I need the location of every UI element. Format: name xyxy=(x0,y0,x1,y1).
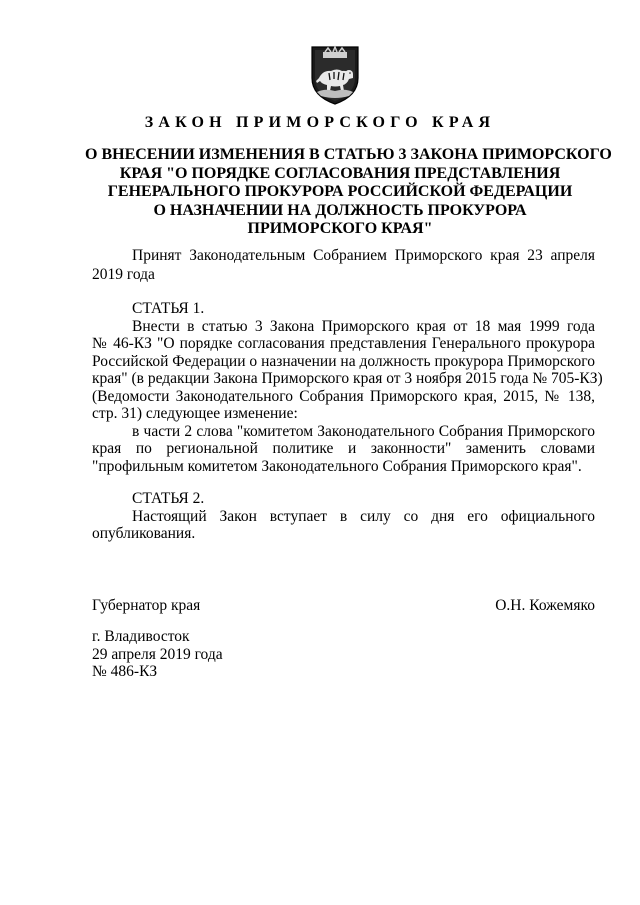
signature-block xyxy=(92,597,595,617)
signing-date: 29 апреля 2019 года xyxy=(92,645,223,663)
signatory-position: Губернатор края xyxy=(92,597,201,614)
law-subtitle xyxy=(85,146,612,239)
law-number: № 486-КЗ xyxy=(92,663,158,680)
signatory-name: О.Н. Кожемяко xyxy=(495,597,595,614)
adoption-line: 2019 года xyxy=(92,266,155,283)
adoption-note xyxy=(92,246,595,284)
law-title: ЗАКОН ПРИМОРСКОГО КРАЯ xyxy=(144,114,496,131)
subtitle-line: КРАЯ "О ПОРЯДКЕ СОГЛАСОВАНИЯ ПРЕДСТАВЛЕНИЯ xyxy=(119,164,561,182)
article-2 xyxy=(92,490,595,543)
subtitle-line: О НАЗНАЧЕНИИ НА ДОЛЖНОСТЬ ПРОКУРОРА xyxy=(153,201,527,219)
article-1-line: края по региональной политике и законности" заменить словами xyxy=(92,440,595,457)
primorsky-krai-coat-of-arms-icon xyxy=(309,44,361,106)
article-1-line: стр. 31) следующее изменение: xyxy=(92,405,298,422)
subtitle-line: ПРИМОРСКОГО КРАЯ" xyxy=(247,220,433,237)
article-1-line: № 46-КЗ "О порядке согласования представления Генерального прокурора xyxy=(92,335,595,352)
article-1-line: Российской Федерации о назначении на должность прокурора Приморского xyxy=(92,352,595,370)
subtitle-line: О ВНЕСЕНИИ ИЗМЕНЕНИЯ В СТАТЬЮ 3 ЗАКОНА ПРИМОРСКОГО xyxy=(85,146,612,163)
subtitle-line: ГЕНЕРАЛЬНОГО ПРОКУРОРА РОССИЙСКОЙ ФЕДЕРАЦИИ xyxy=(107,183,573,200)
article-2-line: опубликования. xyxy=(92,525,196,542)
article-1-line: (Ведомости Законодательного Собрания Приморского края, 2015, № 138, xyxy=(92,387,595,405)
article-1-line: в части 2 слова "комитетом Законодательного Собрания Приморского xyxy=(132,422,595,440)
signing-city: г. Владивосток xyxy=(92,628,190,645)
article-1 xyxy=(92,300,603,475)
article-1-line: "профильным комитетом Законодательного Собрания Приморского края". xyxy=(92,457,582,475)
adoption-line: Принят Законодательным Собранием Приморского края 23 апреля xyxy=(132,247,595,264)
document-footer xyxy=(92,628,223,681)
article-1-line: края" (в редакции Закона Приморского края от 3 ноября 2015 года № 705-КЗ) xyxy=(92,370,603,387)
article-2-line: Настоящий Закон вступает в силу со дня его официального xyxy=(132,507,595,525)
article-1-line: Внести в статью 3 Закона Приморского края от 18 мая 1999 года xyxy=(132,317,595,335)
article-2-heading: СТАТЬЯ 2. xyxy=(132,490,205,507)
article-1-heading: СТАТЬЯ 1. xyxy=(132,300,205,317)
